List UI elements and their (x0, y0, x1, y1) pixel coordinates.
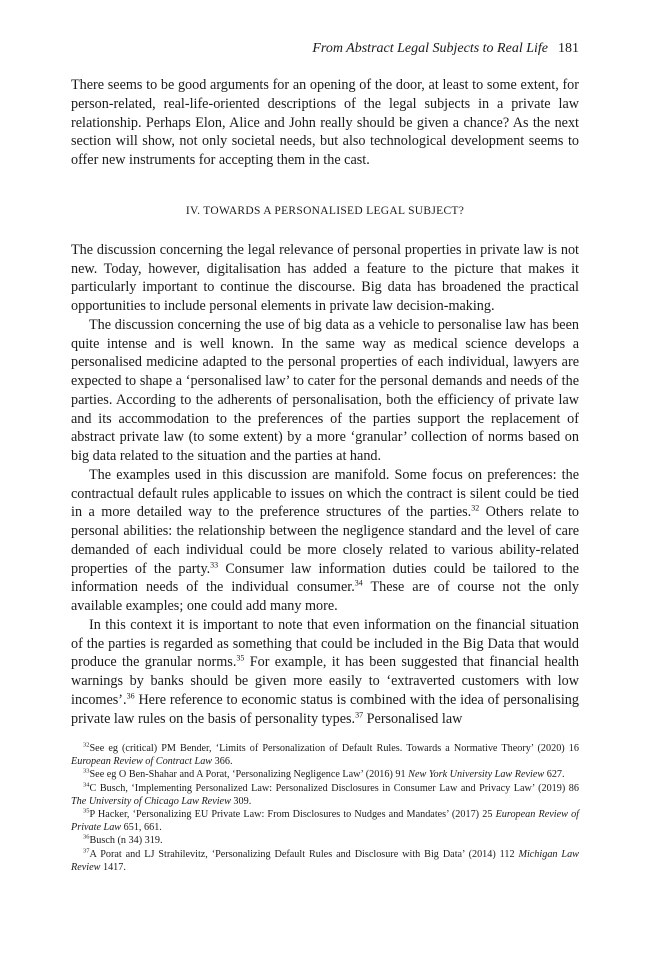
footnote-number: 34 (83, 781, 90, 789)
footnote-ref[interactable]: 34 (354, 578, 363, 588)
footnote-ref[interactable]: 32 (471, 503, 480, 513)
footnote-source: European Review of Private Law (71, 809, 579, 834)
footnote-source: European Review of Contract Law (71, 756, 213, 768)
footnote-number: 37 (83, 847, 90, 855)
footnote-text: 366. (212, 756, 233, 768)
text-span: The examples used in this discussion are manifold. Some focus on preferences: the contractual default rules applicable to issues on which the contract is silent could be tied in a more detailed way to the preference structures of the parties. (71, 466, 579, 521)
footnote-text: 651, 661. (121, 822, 162, 834)
footnote-number: 32 (83, 741, 90, 749)
footnote-ref[interactable]: 37 (355, 709, 364, 719)
footnote-ref[interactable]: 35 (236, 653, 245, 663)
footnote-source: The University of Chicago Law Review (71, 795, 231, 807)
footnote-text: P Hacker, ‘Personalizing EU Private Law: From Disclosures to Nudges and Mandates’ (2017) 25 (89, 809, 496, 821)
footnote-number: 33 (83, 768, 90, 776)
footnote-ref[interactable]: 36 (126, 691, 135, 701)
paragraph-3 (71, 466, 579, 616)
text-span: Here reference to economic status is combined with the idea of personalising private law rules on the basis of personality types. (71, 691, 579, 727)
footnote-text: C Busch, ‘Implementing Personalized Law: Personalized Disclosures in Consumer Law and Privacy Law’ (2019) 86 (89, 782, 579, 794)
footnote-text: See eg (critical) PM Bender, ‘Limits of Personalization of Default Rules. Towards a Normative Theory’ (2020) 16 (89, 743, 579, 754)
text-span: For example, it has been suggested that financial health warnings by banks should be given more easily to ‘extraverted customers with low incomes’. (71, 654, 579, 708)
page-number: 181 (558, 41, 579, 56)
footnote-text: Busch (n 34) 319. (89, 835, 163, 847)
footnote-number: 35 (83, 807, 90, 815)
footnote-source: Michigan Law Review (71, 848, 579, 873)
footnote-ref[interactable]: 33 (210, 559, 219, 569)
footnote-text: A Porat and LJ Strahilevitz, ‘Personalizing Default Rules and Disclosure with Big Data’ (2014) 112 (89, 848, 519, 860)
footnote (71, 808, 579, 834)
footnote-text: 1417. (100, 861, 126, 873)
text-span: Personalised law (363, 710, 463, 727)
text-span: These are of course not the only available examples; one could add many more. (71, 579, 580, 614)
footnote (71, 848, 579, 874)
footnotes (71, 742, 579, 874)
footnote (71, 768, 579, 781)
footnote (71, 782, 579, 808)
paragraph-1: The discussion concerning the legal relevance of personal properties in private law is not new. Today, however, digitalisation has added a feature to the picture that makes it particularly important to continue the discourse. Big data has broadened the practical opportunities to include personal elements in private law decision-making. (71, 241, 579, 314)
text-span: Others relate to personal abilities: the relationship between the negligence standard and the level of care demanded of each individual could be more closely related to various ability-related properties of the party. (71, 504, 580, 577)
main-text (71, 76, 579, 728)
footnote-text: See eg O Ben-Shahar and A Porat, ‘Personalizing Negligence Law’ (2016) 91 (89, 769, 409, 781)
footnote-number: 36 (83, 834, 90, 842)
intro-paragraph: There seems to be good arguments for an opening of the door, at least to some extent, for person-related, real-life-oriented descriptions of the legal subjects in a private law relationship. Perhaps Elon, Alice and John really should be given a chance? As the next section will show, not only societal needs, but also technological development seems to offer new instruments for accepting them in the cast. (71, 77, 579, 168)
running-title: From Abstract Legal Subjects to Real Life (312, 41, 548, 56)
footnote-text: 627. (544, 769, 565, 781)
paragraph-2: The discussion concerning the use of big data as a vehicle to personalise law has been quite intense and is well known. In the same way as medical science develops a personalised medicine adapted to the personal properties of each individual, lawyers are expected to shape a ‘personalised law’ to cater for the personal demands and needs of the parties. According to the adherents of personalisation, both the efficiency of private law and its accommodation to the preferences of the parties support the replacement of abstract private law (to some extent) by a more ‘granular’ collection of norms based on big data related to the situation and the parties at hand. (71, 316, 579, 464)
text-span: Consumer law information duties could be tailored to the information needs of the individual consumer. (71, 560, 579, 596)
section-heading: IV. TOWARDS A PERSONALISED LEGAL SUBJECT? (185, 204, 465, 217)
footnote (71, 742, 579, 768)
footnote-source: New York University Law Review (408, 769, 545, 781)
paragraph-4 (71, 616, 579, 729)
footnote-text: 309. (230, 795, 252, 807)
footnote (71, 834, 579, 847)
running-header (312, 41, 579, 57)
text-span: In this context it is important to note that even information on the financial situation of the parties is regarded as something that could be included in the Big Data that would produce the granular norms. (71, 616, 579, 671)
